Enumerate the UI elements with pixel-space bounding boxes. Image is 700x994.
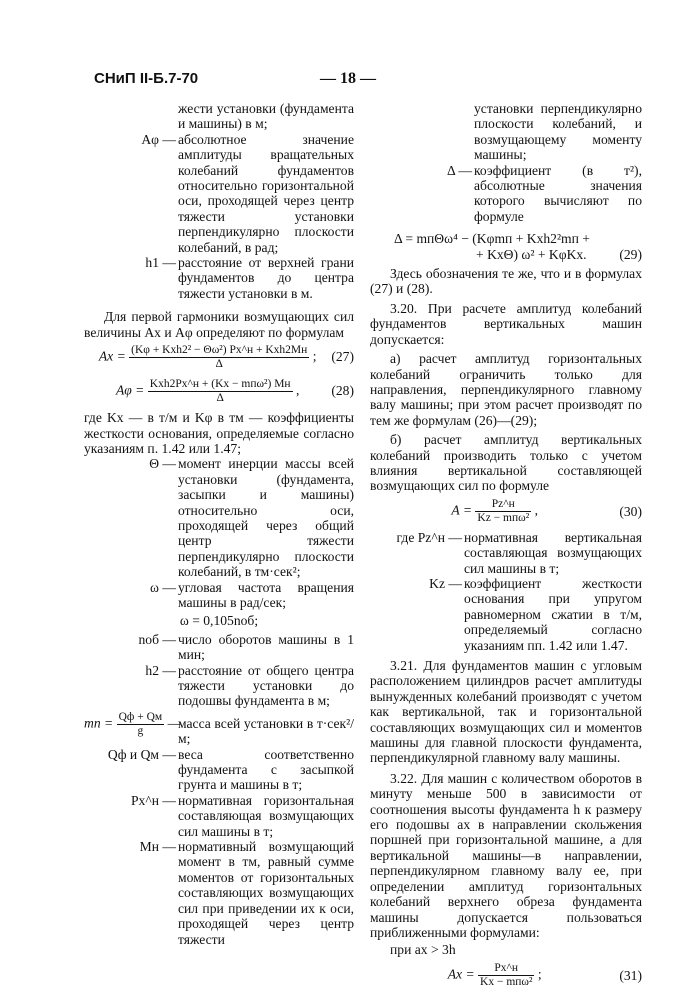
definition-symbol: h1 —: [145, 255, 176, 271]
definition-delta: [370, 163, 642, 225]
definition-text: коэффициенты жесткости основания, определяемые согласно указаниям п. 1.42 или 1.47;: [84, 410, 354, 456]
equation-number: (28): [331, 383, 354, 399]
equation-29-line2: + KxΘ) ω² + KφKx.: [476, 246, 587, 262]
left-column: [84, 101, 354, 947]
definition-h1: [84, 255, 354, 301]
equation-body: [370, 498, 619, 525]
equation-fraction: [475, 498, 531, 525]
fraction-denominator: Δ: [215, 357, 223, 370]
definition-theta: [84, 456, 354, 579]
equation-lhs: A =: [451, 502, 472, 518]
fraction-denominator: Kz − mпω²: [477, 512, 530, 525]
equation-number: (30): [619, 504, 642, 520]
equation-fraction: [129, 344, 309, 371]
mass-dash: —: [167, 715, 182, 731]
definition-symbol: Θ —: [149, 456, 176, 472]
definition-text: расстояние от общего центра тяжести установки до подошвы фундамента в м;: [178, 662, 354, 709]
equation-tail: ,: [534, 502, 538, 518]
definition-text: расстояние от верхней грани фундаментов до центра тяжести установки в м.: [178, 255, 354, 301]
equation-number: (29): [619, 246, 642, 262]
equation-body: [84, 344, 331, 371]
definition-text: число оборотов машины в 1 мин;: [178, 631, 354, 663]
fraction-denominator: g: [137, 724, 144, 737]
right-continuation: установки перпендикулярно плоскости колебаний, и возмущающему моменту машины;: [474, 101, 642, 163]
right-column: [370, 101, 642, 994]
page-header: [94, 70, 634, 92]
equation-tail: ;: [537, 966, 542, 982]
fraction-numerator: Kxh2Px^н + (Kx − mпω²) Mн: [149, 377, 291, 390]
page-number: — 18 —: [320, 70, 376, 87]
definition-q: [84, 747, 354, 793]
equation-lhs: Ax =: [447, 966, 475, 982]
definition-text: коэффициент (в т²), абсолютные значения которого вычисляют по формуле: [474, 162, 642, 224]
definition-omega: [84, 580, 354, 611]
definition-mass: [84, 711, 354, 747]
definition-text: нормативный возмущающий момент в тм, равный сумме моментов от горизонтальных составляющих возмущающих сил при приведении их к оси, проходящей через центр тяжести: [178, 839, 354, 947]
definition-symbol: ω —: [150, 579, 176, 595]
definition-text: абсолютное значение амплитуды вращательных колебаний фундаментов относительно горизонтальной оси, проходящей через центр тяжести установки перпендикулярно плоскости колебаний, в рад;: [178, 131, 354, 255]
omega-equation: ω = 0,105nоб;: [179, 613, 259, 629]
equation-body: [84, 378, 331, 405]
mass-fraction: [117, 711, 165, 738]
definition-symbol: nоб —: [138, 631, 176, 647]
equation-29-line1: Δ = mпΘω⁴ − (Kφmп + Kxh2²mп +: [394, 231, 590, 247]
definition-symbol: Kz —: [429, 575, 462, 591]
left-continuation: жести установки (фундамента и машины) в м;: [178, 101, 354, 132]
equation-lhs: Ax =: [98, 348, 126, 364]
definition-pz: [370, 530, 642, 576]
definition-text: нормативная вертикальная составляющая возмущающих сил машины в т;: [464, 529, 642, 576]
definition-symbol: где Pz^н —: [396, 529, 462, 545]
fraction-denominator: Kx − mпω²: [480, 976, 533, 989]
definition-text: нормативная горизонтальная составляющая возмущающих сил машины в т;: [178, 792, 354, 839]
fraction-numerator: Pz^н: [475, 498, 531, 512]
equation-body: [370, 962, 619, 989]
definition-text: масса всей установки в т·сек²/м;: [178, 715, 354, 747]
equation-number: (31): [619, 968, 642, 984]
equation-27: [84, 340, 354, 374]
definition-m: [84, 839, 354, 947]
equation-fraction: [478, 962, 534, 989]
paragraph-3-21: 3.21. Для фундаментов машин с угловым расположением цилиндров расчет амплитуды вынужденных колебаний производят с учетом как вертикальной, так и горизонтальной составляющих возмущающих сил и моментов машины для главной плоскости фундамента, перпендикулярной главному валу машины.: [370, 658, 642, 766]
equation-28: [84, 374, 354, 408]
equation-tail: ,: [295, 382, 300, 398]
equation-30: [370, 494, 642, 530]
definition-symbol: Qф и Qм —: [107, 746, 176, 762]
equation-number: (27): [331, 349, 354, 365]
equation-fraction: [148, 378, 293, 405]
where-kx-kphi: [84, 410, 354, 456]
paragraph-3-22: 3.22. Для машин с количеством оборотов в минуту меньше 500 в зависимости от соотношения высоты фундамента h к размеру его подошвы ax в направлении скольжения поршней при горизонтальной машине, а для вертикальной машины—в направлении, перпендикулярном главному валу ее, при определении амплитуд горизонтальных колебаний верхнего обреза фундамента машины допускается пользоваться приближенными формулами:: [370, 770, 642, 940]
paragraph-3-20-b: б) расчет амплитуд вертикальных колебаний производить только с учетом влияния вертикальной составляющей возмущающих сил по формуле: [370, 432, 642, 494]
notation-note: Здесь обозначения те же, что и в формулах (27) и (28).: [370, 266, 642, 297]
definition-text: момент инерции массы всей установки (фундамента, засыпки и машины) относительно оси, проходящей через общий центр тяжести перпендикулярно плоскости колебаний, в тм·сек²;: [178, 456, 354, 580]
document-code: СНиП II-Б.7-70: [94, 70, 199, 87]
mass-lhs: mп =: [84, 715, 114, 731]
definition-a-phi: [84, 132, 354, 255]
definition-symbol: [84, 710, 182, 747]
definition-symbol: h2 —: [145, 662, 176, 678]
definition-symbol: Δ —: [447, 162, 472, 178]
paragraph-3-20: 3.20. При расчете амплитуд колебаний фундаментов вертикальных машин допускается:: [370, 300, 642, 347]
equation-lhs: Aφ =: [115, 382, 145, 398]
fraction-numerator: (Kφ + Kxh2² − Θω²) Px^н + Kxh2Mн: [131, 343, 308, 356]
paragraph-3-20-a: а) расчет амплитуд горизонтальных колебаний ограничить только для направления, перпендикулярного главному валу машины; при этом расчет производят по тем же формулам (26)—(29);: [370, 351, 642, 428]
definition-text: веса соответственно фундамента с засыпкой грунта и машины в т;: [178, 746, 354, 793]
definition-text: угловая частота вращения машины в рад/сек;: [178, 579, 354, 610]
definition-text: коэффициент жесткости основания при упругом равномерном сжатии в т/м, определяемый согласно указаниям пп. 1.42 или 1.47.: [464, 575, 642, 653]
equation-29: [370, 247, 642, 262]
condition-ax-3h: при ax > 3h: [390, 942, 456, 958]
equation-31: [370, 958, 642, 994]
fraction-denominator: Δ: [216, 391, 224, 404]
definition-h2: [84, 663, 354, 709]
fraction-numerator: Qф + Qм: [118, 710, 163, 723]
formulas-intro: Для первой гармоники возмущающих сил величины Ax и Aφ определяют по формулам: [84, 309, 354, 340]
definition-symbol: где Kx — в т/м и Kφ в тм —: [84, 410, 263, 426]
definition-nob: [84, 632, 354, 663]
equation-tail: ;: [312, 348, 317, 364]
definition-kz: [370, 576, 642, 653]
definition-symbol: Aφ —: [141, 131, 176, 147]
definition-symbol: Mн —: [139, 839, 176, 855]
fraction-numerator: Px^н: [478, 962, 534, 976]
definition-px: [84, 793, 354, 839]
definition-symbol: Px^н —: [130, 792, 176, 808]
